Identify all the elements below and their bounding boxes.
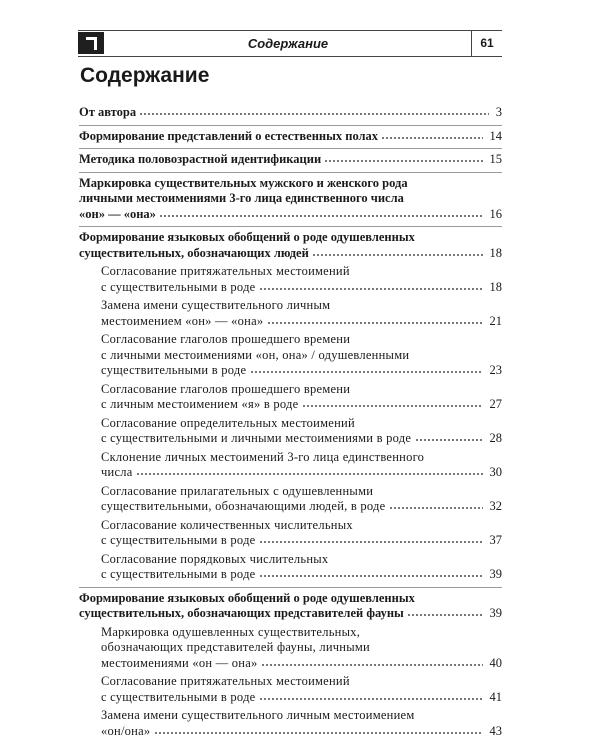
toc-entry-line: местоимением «он» — «она»: [101, 313, 264, 328]
toc-entry-line: с существительными в роде: [101, 567, 256, 581]
toc-entry-page: 28: [489, 431, 502, 445]
toc-subentry[interactable]: [79, 623, 502, 672]
table-of-contents: [79, 102, 502, 743]
toc-subentry[interactable]: [79, 482, 502, 515]
toc-subentry[interactable]: [79, 296, 502, 329]
toc-entry-page: 32: [489, 499, 502, 513]
toc-entry-page: 30: [489, 465, 502, 479]
toc-entry-page: 39: [489, 606, 502, 620]
toc-entry-line: Маркировка одушевленных существительных,: [101, 624, 361, 639]
toc-entry-line: с личными местоимениями «он, она» / одушевленными: [101, 347, 410, 362]
toc-group: [79, 102, 502, 126]
toc-entry-line: Согласование глаголов прошедшего времени: [101, 381, 351, 396]
dot-leader: [139, 112, 489, 116]
dot-leader: [259, 697, 483, 701]
toc-entry-line: Формирование языковых обобщений о роде одушевленных: [79, 230, 415, 244]
toc-entry-line: Согласование количественных числительных: [101, 517, 353, 532]
page-title: Содержание: [80, 64, 210, 87]
toc-entry-line: Согласование глаголов прошедшего времени: [101, 332, 351, 346]
toc-entry-line: Замена имени существительного личным местоимением: [101, 708, 415, 722]
toc-entry[interactable]: [79, 152, 502, 168]
toc-group: [79, 173, 502, 228]
toc-entry-line: существительными в роде: [101, 363, 247, 377]
toc-entry-line: Склонение личных местоимений 3-го лица единственного: [101, 449, 425, 464]
running-title: Содержание: [247, 36, 329, 51]
toc-entry-line: Замена имени существительного личным: [101, 298, 331, 312]
toc-subentry[interactable]: [79, 672, 502, 705]
toc-entry-line: обозначающих представителей фауны, личными: [101, 640, 370, 654]
toc-entry-line: Маркировка существительных мужского и женского рода: [79, 175, 408, 190]
toc-entry-line: числа: [101, 465, 133, 479]
toc-subentry[interactable]: [79, 414, 502, 447]
toc-entry-page: 37: [489, 533, 502, 547]
toc-entry-line: местоимениями «он — она»: [101, 655, 258, 670]
toc-entry-line: существительных, обозначающих людей: [79, 245, 309, 260]
toc-entry-line: «он/она»: [101, 723, 151, 738]
dot-leader: [407, 613, 483, 617]
toc-group: [79, 227, 502, 588]
toc-subentry[interactable]: [79, 550, 502, 583]
toc-entry-page: 3: [495, 105, 502, 119]
toc-entry-line: личными местоимениями 3-го лица единственного числа: [79, 191, 404, 205]
toc-entry-line: Согласование прилагательных с одушевленными: [101, 483, 374, 498]
dot-leader: [136, 472, 483, 476]
toc-entry-page: 16: [489, 206, 502, 221]
toc-entry-page: 15: [489, 152, 502, 166]
running-header: [78, 30, 502, 57]
toc-entry-line: Формирование языковых обобщений о роде одушевленных: [79, 590, 415, 605]
dot-leader: [159, 214, 483, 218]
toc-entry-title: Методика половозрастной идентификации: [79, 152, 322, 166]
publisher-logo-icon: [78, 32, 104, 54]
dot-leader: [389, 506, 483, 510]
toc-entry[interactable]: [79, 591, 502, 622]
page-number: 61: [471, 31, 502, 56]
toc-entry-page: 23: [489, 363, 502, 377]
toc-entry-line: Согласование порядковых числительных: [101, 551, 329, 566]
toc-entry-page: 27: [489, 397, 502, 411]
toc-subentry[interactable]: [79, 262, 502, 295]
toc-group: [79, 588, 502, 744]
toc-entry[interactable]: [79, 176, 502, 223]
toc-entry-page: 39: [489, 567, 502, 581]
toc-entry-page: 18: [489, 245, 502, 260]
toc-entry-line: существительных, обозначающих представителей фауны: [79, 606, 404, 620]
dot-leader: [259, 287, 483, 291]
toc-entry[interactable]: [79, 230, 502, 261]
toc-entry-page: 40: [489, 655, 502, 670]
dot-leader: [415, 438, 483, 442]
dot-leader: [302, 404, 483, 408]
toc-entry-line: с существительными в роде: [101, 279, 256, 294]
toc-subentry[interactable]: [79, 330, 502, 379]
toc-entry-line: с существительными в роде: [101, 533, 256, 547]
toc-entry-line: с существительными в роде: [101, 689, 256, 704]
dot-leader: [312, 253, 483, 257]
toc-entry-page: 14: [489, 128, 502, 143]
toc-entry-page: 21: [489, 313, 502, 328]
toc-entry-page: 41: [489, 689, 502, 704]
toc-subentry[interactable]: [79, 380, 502, 413]
toc-subentry[interactable]: [79, 516, 502, 549]
toc-subentry[interactable]: [79, 706, 502, 739]
toc-entry-line: с личным местоимением «я» в роде: [101, 397, 299, 411]
toc-entry-line: Согласование притяжательных местоимений: [101, 264, 350, 278]
dot-leader: [250, 370, 483, 374]
toc-entry-line: Согласование притяжательных местоимений: [101, 674, 350, 688]
dot-leader: [259, 574, 483, 578]
toc-entry-page: 43: [489, 723, 502, 738]
toc-entry[interactable]: [79, 129, 502, 145]
dot-leader: [261, 663, 483, 667]
dot-leader: [324, 159, 483, 163]
toc-entry-line: с существительными и личными местоимениями в роде: [101, 431, 412, 445]
toc-entry-line: Согласование определительных местоимений: [101, 415, 355, 430]
toc-group: [79, 149, 502, 173]
dot-leader: [381, 136, 483, 140]
toc-entry-line: существительными, обозначающими людей, в роде: [101, 499, 386, 513]
toc-group: [79, 126, 502, 150]
toc-entry[interactable]: [79, 105, 502, 121]
toc-entry-title: От автора: [79, 105, 137, 119]
toc-subentry[interactable]: [79, 448, 502, 481]
dot-leader: [259, 540, 483, 544]
dot-leader: [154, 731, 483, 735]
toc-entry-line: «он» — «она»: [79, 206, 156, 221]
dot-leader: [267, 321, 483, 325]
toc-entry-page: 18: [489, 279, 502, 294]
toc-entry-title: Формирование представлений о естественных полах: [79, 128, 379, 143]
